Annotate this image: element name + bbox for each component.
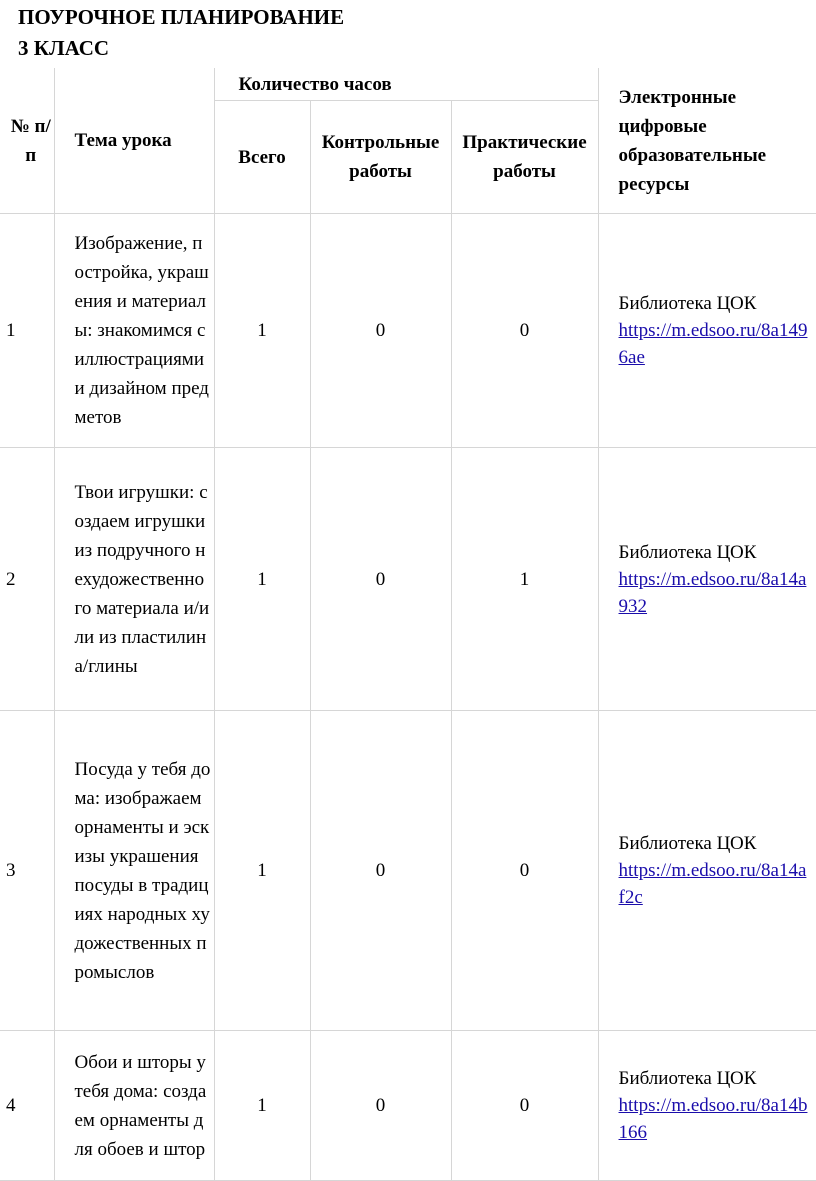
row-resources — [598, 1031, 816, 1181]
table-header-row — [0, 68, 816, 101]
table-row — [0, 214, 816, 448]
table-row — [0, 448, 816, 711]
resource-link[interactable]: https://m.edsoo.ru/8a1496ae — [618, 320, 808, 368]
row-resources — [598, 711, 816, 1031]
column-header-total: Всего — [214, 101, 310, 214]
row-control-works: 0 — [310, 448, 451, 711]
resource-link[interactable]: https://m.edsoo.ru/8a14a932 — [618, 568, 807, 617]
row-total-hours: 1 — [214, 711, 310, 1031]
resource-link[interactable]: https://m.edsoo.ru/8a14b166 — [618, 1095, 808, 1143]
row-control-works: 0 — [310, 214, 451, 448]
row-control-works: 0 — [310, 1031, 451, 1181]
table-row — [0, 711, 816, 1031]
row-topic: Обои и шторы у тебя дома: создаем орнаменты для обоев и штор — [54, 1031, 214, 1181]
row-practical-works: 1 — [451, 448, 598, 711]
page-title-line-2: 3 КЛАСС — [18, 36, 110, 60]
resource-label: Библиотека ЦОК — [618, 293, 757, 314]
row-number: 2 — [0, 448, 54, 711]
row-number: 1 — [0, 214, 54, 448]
row-control-works: 0 — [310, 711, 451, 1031]
column-header-number: № п/п — [0, 68, 54, 214]
column-header-control: Контрольные работы — [310, 101, 451, 214]
row-total-hours: 1 — [214, 448, 310, 711]
row-total-hours: 1 — [214, 1031, 310, 1181]
column-header-topic: Тема урока — [54, 68, 214, 214]
column-header-practical: Практические работы — [451, 101, 598, 214]
page-title-line-1: ПОУРОЧНОЕ ПЛАНИРОВАНИЕ — [18, 5, 345, 29]
table-row — [0, 1031, 816, 1181]
row-total-hours: 1 — [214, 214, 310, 448]
resource-link[interactable]: https://m.edsoo.ru/8a14af2c — [618, 860, 807, 908]
row-number: 4 — [0, 1031, 54, 1181]
resource-label: Библиотека ЦОК — [618, 541, 757, 563]
resource-label: Библиотека ЦОК — [618, 1068, 757, 1089]
row-number: 3 — [0, 711, 54, 1031]
column-header-resources: Электронные цифровые образовательные ресурсы — [598, 68, 816, 214]
row-practical-works: 0 — [451, 711, 598, 1031]
lesson-plan-table — [0, 68, 816, 1181]
resource-label: Библиотека ЦОК — [618, 833, 757, 854]
row-practical-works: 0 — [451, 1031, 598, 1181]
row-resources — [598, 448, 816, 711]
row-practical-works: 0 — [451, 214, 598, 448]
row-resources — [598, 214, 816, 448]
page-title — [18, 2, 344, 64]
column-header-hours: Количество часов — [214, 68, 598, 101]
row-topic: Изображение, постройка, украшения и материалы: знакомимся с иллюстрациями и дизайном предметов — [54, 214, 214, 448]
row-topic: Посуда у тебя дома: изображаем орнаменты и эскизы украшения посуды в традициях народных художественных промыслов — [54, 711, 214, 1031]
row-topic: Твои игрушки: создаем игрушки из подручного нехудожественного материала и/или из пластилина/глины — [54, 448, 214, 711]
